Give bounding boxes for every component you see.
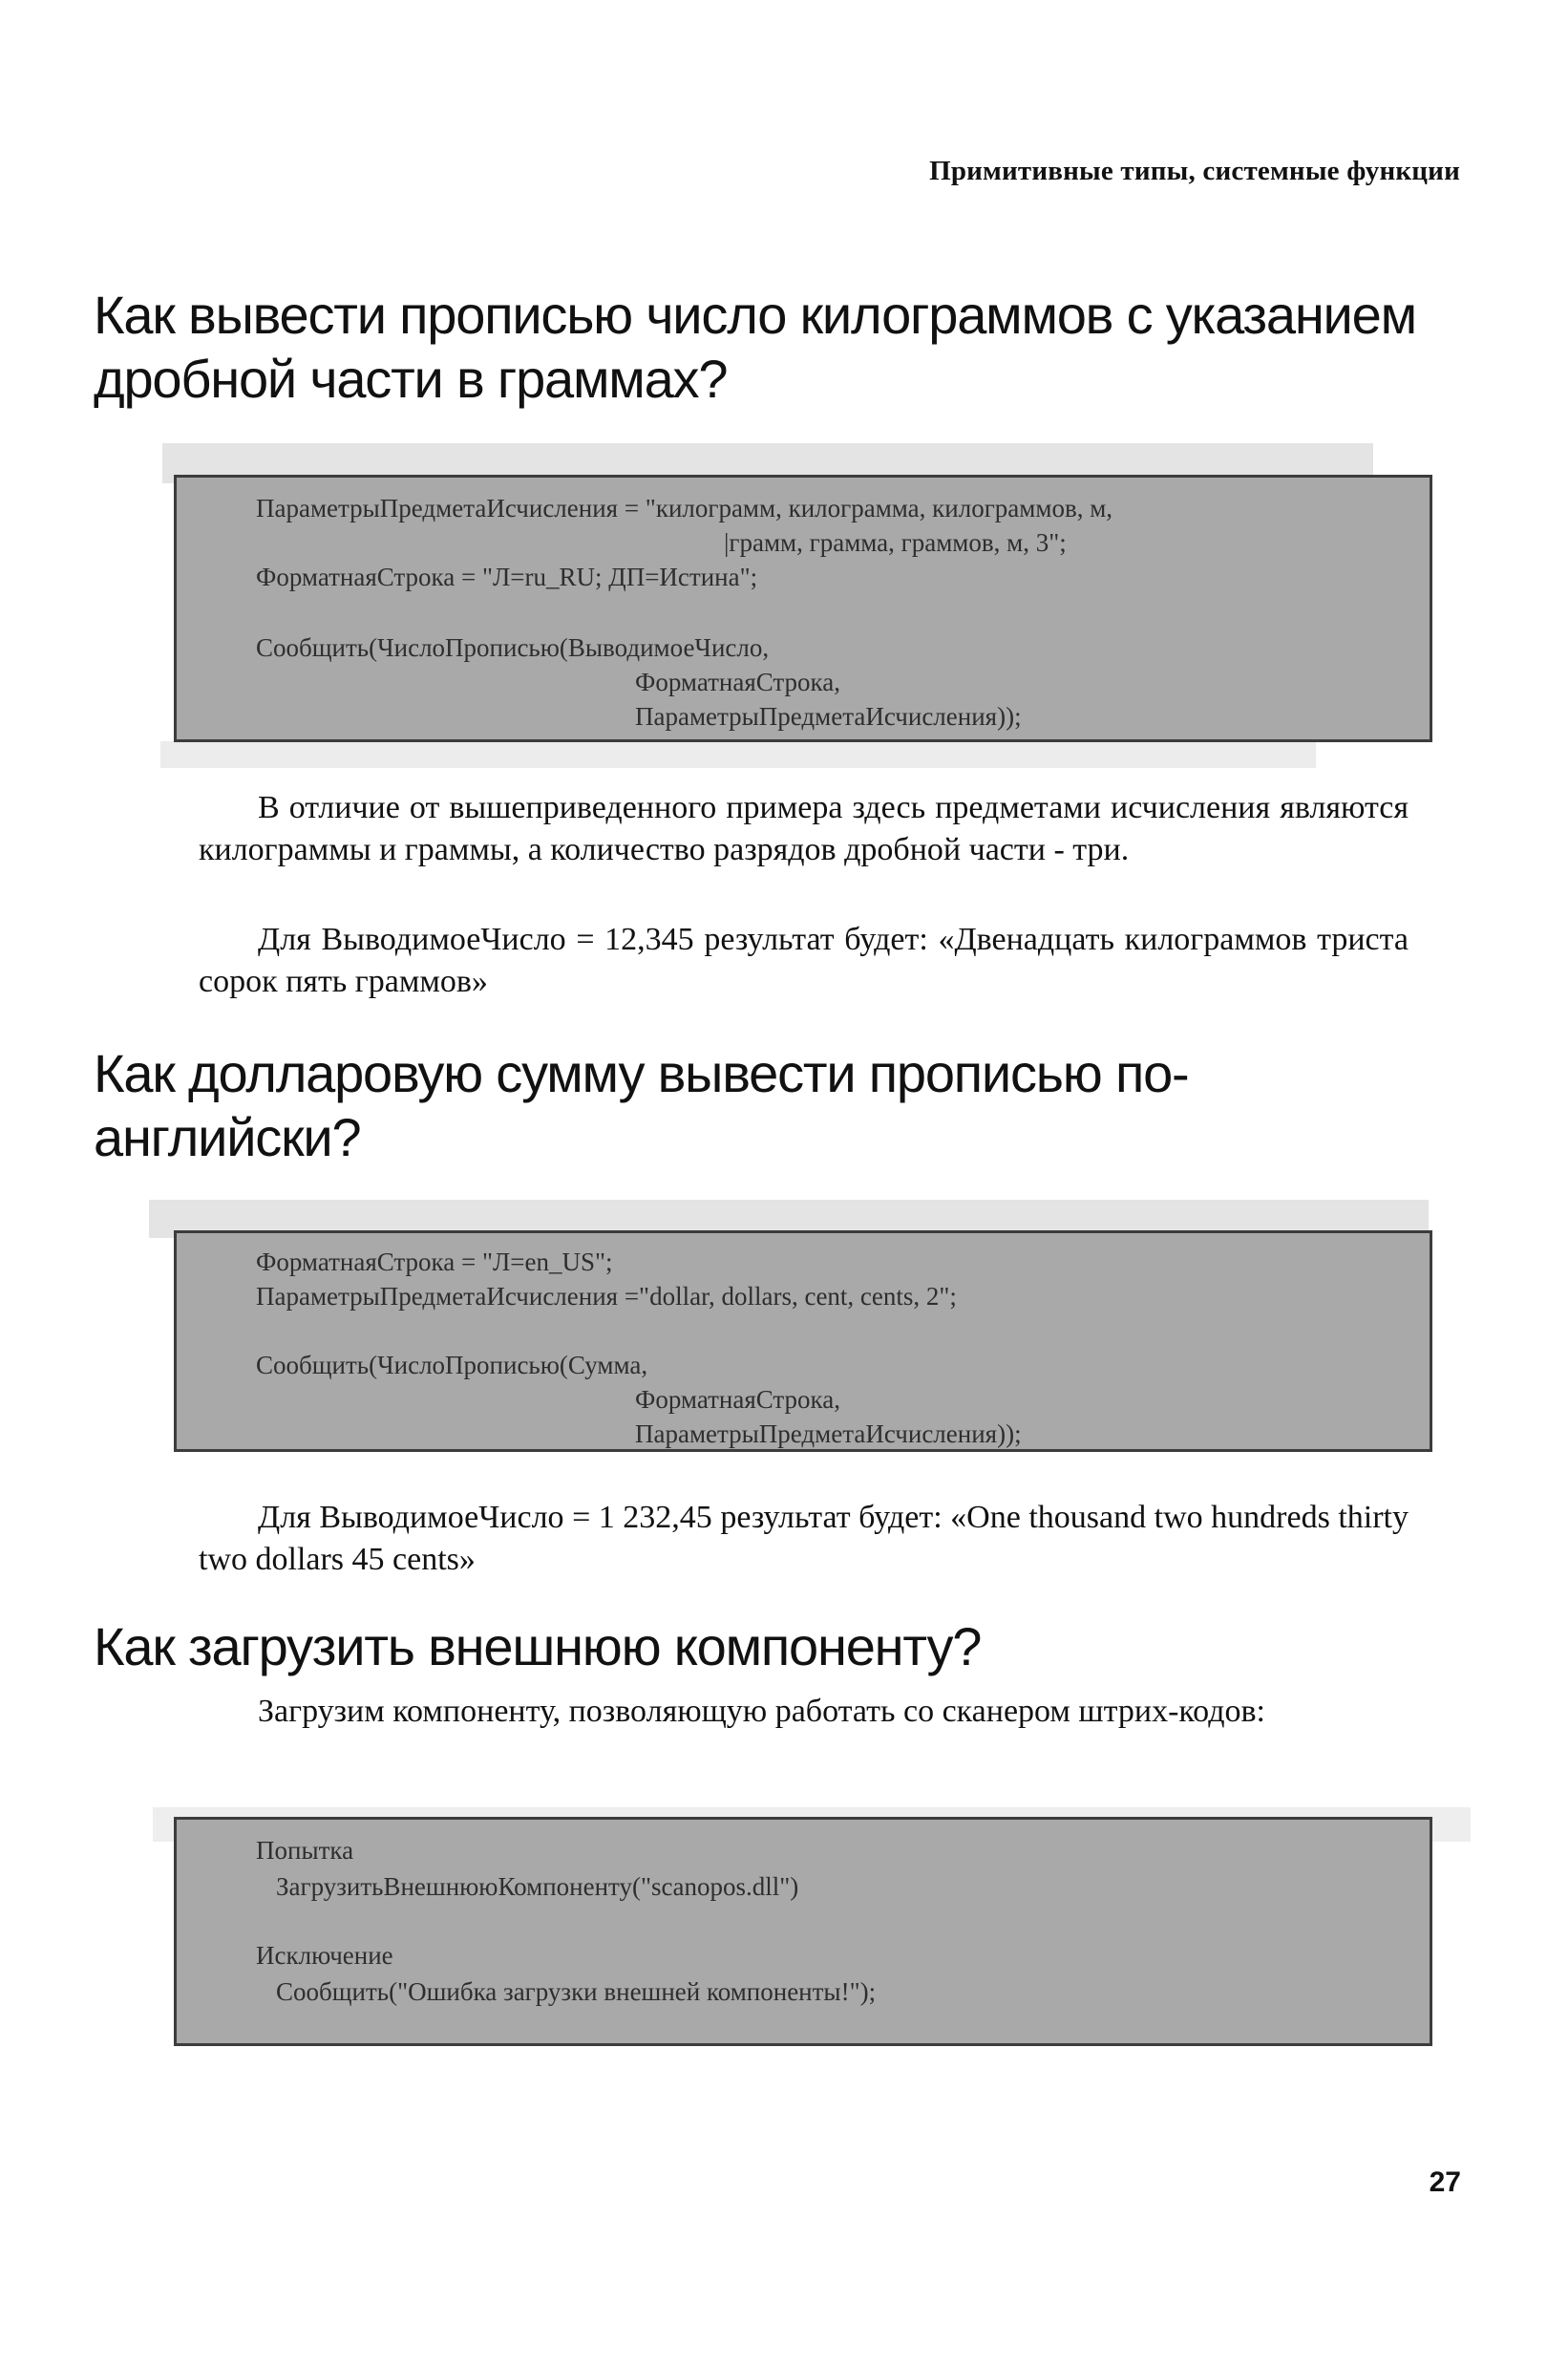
section-heading: Как загрузить внешнюю компоненту? <box>94 1616 982 1676</box>
code-line: ФорматнаяСтрока, <box>635 1385 840 1414</box>
paragraph: В отличие от вышеприведенного примера здесь предметами исчисления являются килограммы и граммы, а количество разрядов дробной части - три. <box>199 790 1409 867</box>
code-block <box>174 1230 1432 1452</box>
section-heading: Как долларовую сумму вывести прописью по-английски? <box>94 1043 1189 1167</box>
running-header: Примитивные типы, системные функции <box>929 156 1460 186</box>
code-line: ПараметрыПредметаИсчисления = "килограмм, килограмма, килограммов, м, <box>256 494 1113 523</box>
scan-shadow <box>160 741 1316 768</box>
code-line: Сообщить(ЧислоПрописью(ВыводимоеЧисло, <box>256 633 770 662</box>
code-line: ФорматнаяСтрока = "Л=ru_RU; ДП=Истина"; <box>256 563 758 591</box>
code-line: |грамм, грамма, граммов, м, 3"; <box>724 528 1067 557</box>
code-line: ПараметрыПредметаИсчисления ="dollar, dollars, cent, cents, 2"; <box>256 1282 957 1311</box>
code-line: ПараметрыПредметаИсчисления)); <box>635 1419 1022 1448</box>
code-line: ЗагрузитьВнешнююКомпоненту("scanopos.dll") <box>276 1872 799 1901</box>
code-line: Сообщить(ЧислоПрописью(Сумма, <box>256 1351 648 1379</box>
code-line: ПараметрыПредметаИсчисления)); <box>635 702 1022 731</box>
page-number: 27 <box>1429 2166 1461 2198</box>
code-block <box>174 475 1432 742</box>
code-line: ФорматнаяСтрока, <box>635 668 840 696</box>
paragraph: Для ВыводимоеЧисло = 12,345 результат будет: «Двенадцать килограммов триста сорок пять граммов» <box>199 922 1409 999</box>
code-line: Сообщить("Ошибка загрузки внешней компоненты!"); <box>276 1977 877 2006</box>
section-heading: Как вывести прописью число килограммов с указанием дробной части в граммах? <box>94 285 1416 409</box>
code-line: Исключение <box>256 1941 393 1970</box>
paragraph: Для ВыводимоеЧисло = 1 232,45 результат будет: «One thousand two hundreds thirty two dollars 45 cents» <box>199 1500 1409 1577</box>
paragraph: Загрузим компоненту, позволяющую работать со сканером штрих-кодов: <box>258 1694 1265 1729</box>
code-line: Попытка <box>256 1836 354 1865</box>
code-block <box>174 1817 1432 2046</box>
code-line: ФорматнаяСтрока = "Л=en_US"; <box>256 1248 613 1276</box>
